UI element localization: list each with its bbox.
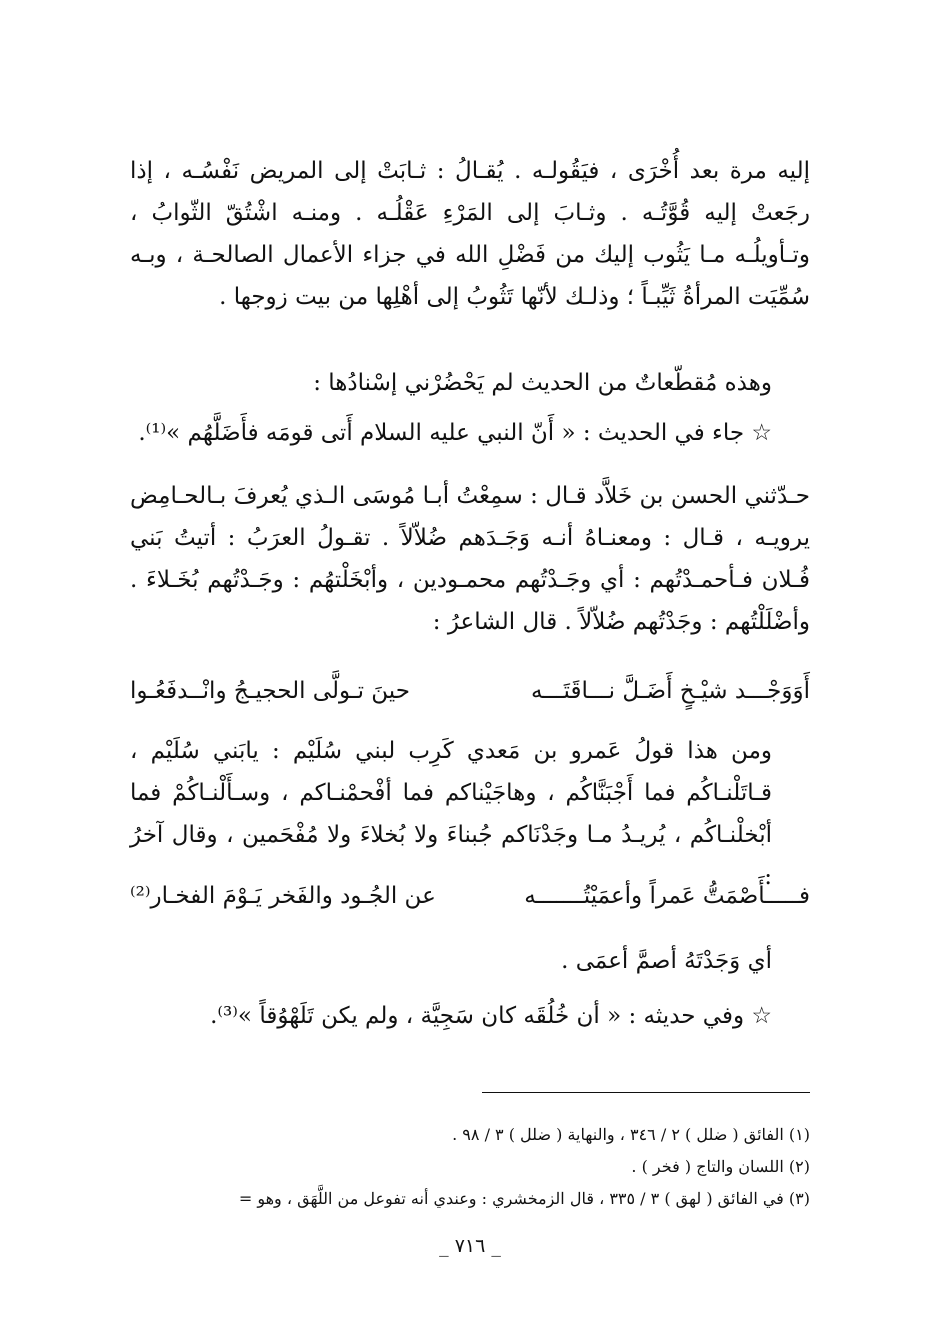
footnote-3: (٣) في الفائق ( لهق ) ٣ / ٣٣٥ ، قال الزمخشري : وعندي أنه تفوعل من اللَّهَق ، وهو = <box>238 1189 810 1208</box>
page-number: _ ٧١٦ _ <box>439 1235 501 1257</box>
verse-1-second-hemistich: حينَ تـولَّى الحجيـجُ وانْــدفَعُـوا <box>130 678 410 704</box>
verse-2 <box>130 875 810 917</box>
book-page <box>130 150 810 1290</box>
paragraph-6: أي وَجَدْتَهُ أصمَّ أعمَى . <box>561 948 772 974</box>
paragraph-4: حـدّثني الحسن بن خَلاَّد قـال : سمِعْتُ أبـا مُوسَى الـذي يُعرفَ بـالحـامِض يرويـه ، قـال : ومعنـاهُ أنـه وَجَـدَهم ضُلاّلاً . تقـولُ العرَبُ : أتيتُ بَني فُـلان فـأحمـدْتُهم : أي وجَـدْتُهم محمـودين ، وأبْخَلْتهُم : وجَـدْتُهم بُخَـلاءَ . وأضْلَلْتُهم : وجَدْتُهم ضُلاّلاً . قال الشاعرُ : <box>130 483 810 635</box>
paragraph-2: وهذه مُقطّعاتٌ من الحديث لم يَحْضُرْني إسْنادُها : <box>313 370 772 396</box>
footnote-1: (١) الفائق ( ضلل ) ٢ / ٣٤٦ ، والنهاية ( ضلل ) ٣ / ٩٨ . <box>452 1125 810 1144</box>
verse-1 <box>130 670 810 712</box>
verse-2-second-hemistich: عن الجُـود والفَخر يَـوْمَ الفخـار⁽²⁾ <box>130 883 436 909</box>
footnote-divider <box>482 1092 810 1093</box>
hadith-entry-1: ☆ جاء في الحديث : « أَنّ النبي عليه السلام أَتى قومَه فأَضَلَّهُم »⁽¹⁾. <box>138 420 772 446</box>
hadith-entry-2: ☆ وفي حديثه : « أن خُلُقَه كان سَجِيَّة ، ولم يكن تَلَهْوُقاً »⁽³⁾. <box>210 1003 772 1029</box>
paragraph-5: ومن هذا قولُ عَمرو بن مَعدي كَرِب لبني سُلَيْم : يابَني سُلَيْم ، قـاتَلْنـاكُم فما أَجْبَنَّاكُم ، وهاجَيْناكم فما أفْحمْنـاكم ، وسـأَلْنـاكُمْ فما أبْخلْنـاكُم ، يُريـدُ مـا وجَدْنَاكم جُبناءَ ولا بُخلاءَ ولا مُفْحَمين ، وقال آخرُ : <box>130 738 772 890</box>
paragraph-1: إليه مرة بعد أُخْرَى ، فيَقُولـه . يُقـالُ : ثـابَتْ إلى المريض نَفْسُـه ، إذا رجَعتْ إليه قُوَّتُـه . وثـابَ إلى المَرْءِ عَقْلُـه . ومنـه اشْتُقّ الثّوابُ ، وتـأويلُـه مـا يَثُوب إليك من فَضْلِ الله في جزاء الأعمال الصالحـة ، وبـه سُمِّيَت المرأةُ ثَيِّبـاً ؛ وذلـك لأنّها تَثُوبُ إلى أهْلِها من بيت زوجها . <box>130 158 810 310</box>
footnote-2: (٢) اللسان والتاج ( فخر ) . <box>631 1157 810 1176</box>
verse-1-first-hemistich: أَوَوَجْـــد شيْـخٍ أَضَـلَّ نـــاقَتَـــه <box>530 678 810 704</box>
verse-2-first-hemistich: فـــــأَصْمَتُّ عَمراً وأعمَيْتُـــــــه <box>524 883 810 909</box>
